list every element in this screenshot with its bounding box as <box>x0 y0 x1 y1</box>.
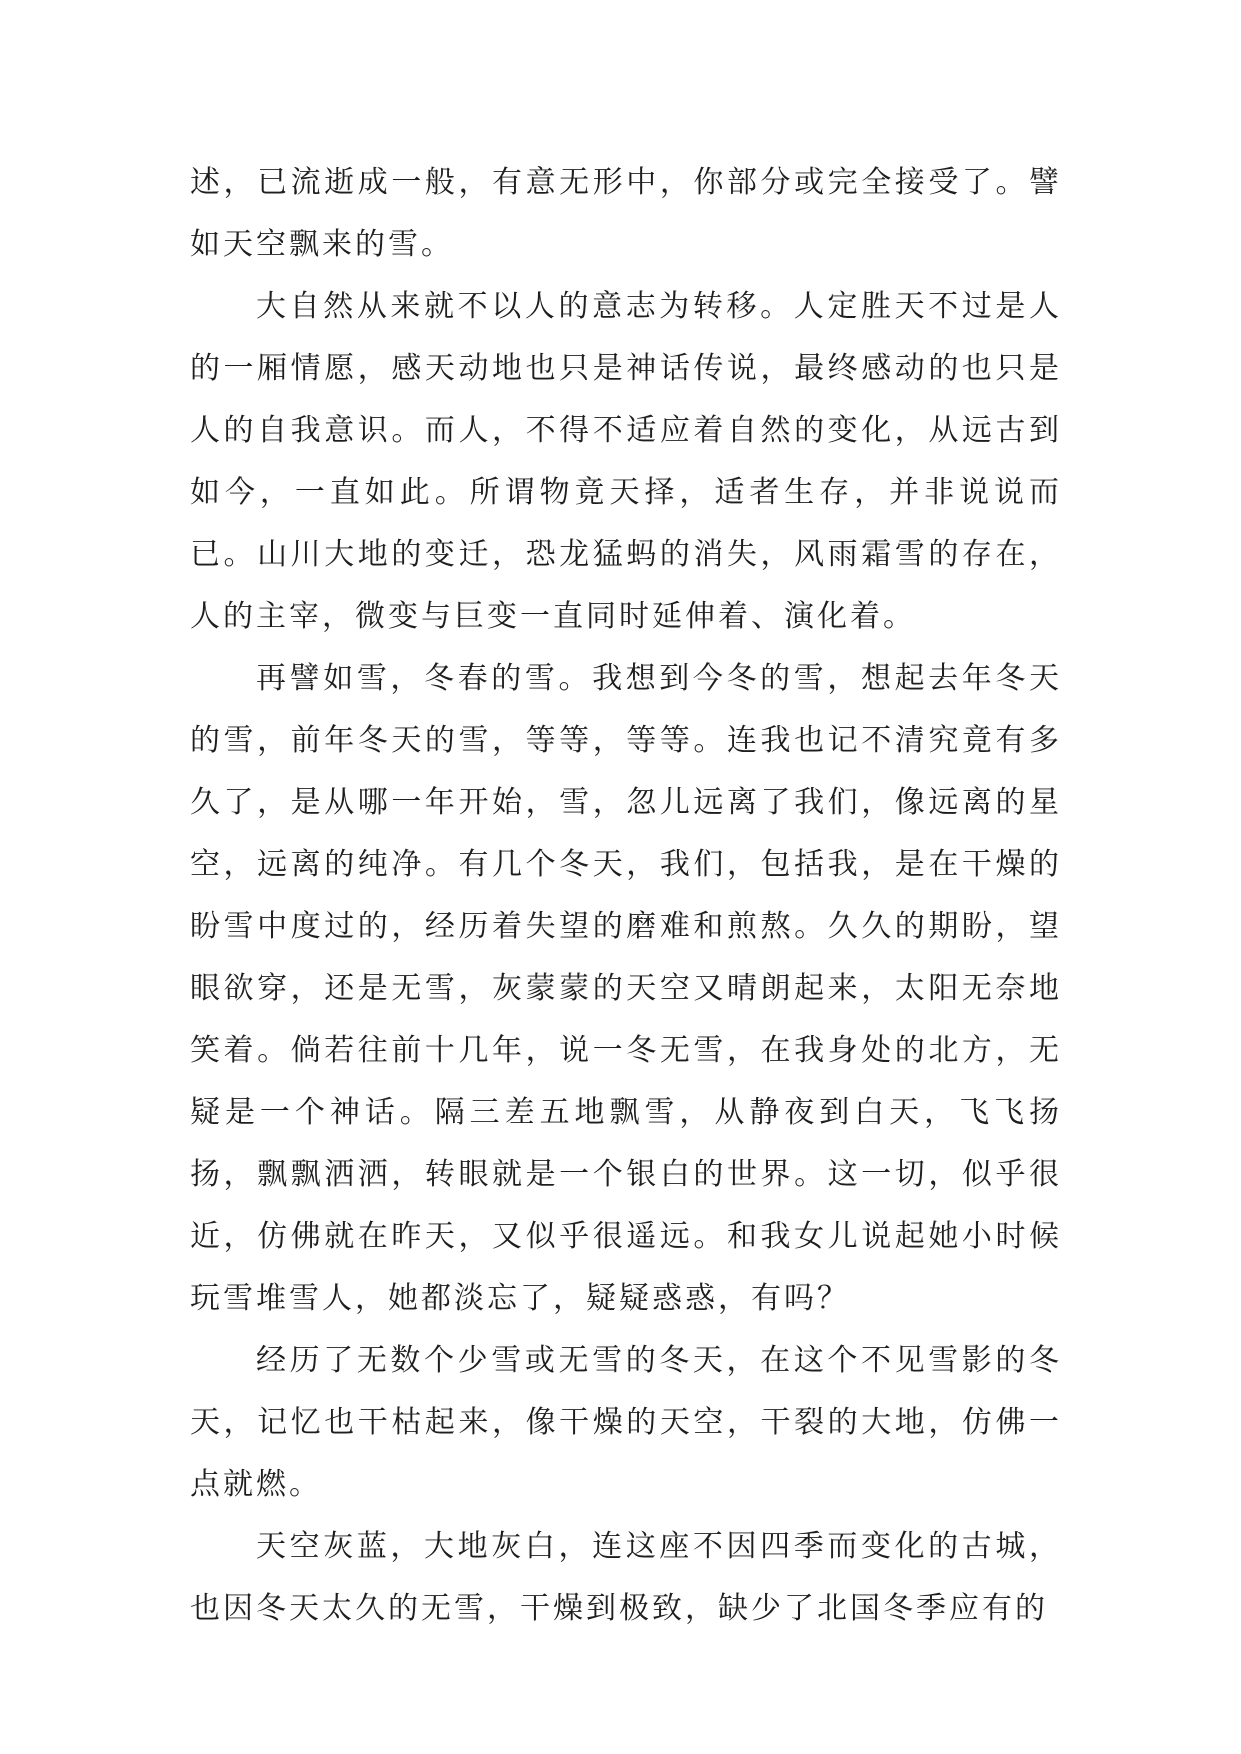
paragraph-5: 天空灰蓝，大地灰白，连这座不因四季而变化的古城，也因冬天太久的无雪，干燥到极致，缺少了北国冬季应有的 <box>190 1529 1062 1626</box>
body-text <box>190 152 1062 1640</box>
paragraph-1: 述，已流逝成一般，有意无形中，你部分或完全接受了。譬如天空飘来的雪。 <box>190 165 1062 262</box>
paragraph-2: 大自然从来就不以人的意志为转移。人定胜天不过是人的一厢情愿，感天动地也只是神话传说，最终感动的也只是人的自我意识。而人，不得不适应着自然的变化，从远古到如今，一直如此。所谓物竟天择，适者生存，并非说说而已。山川大地的变迁，恐龙猛蚂的消失，风雨霜雪的存在，人的主宰，微变与巨变一直同时延伸着、演化着。 <box>190 289 1062 634</box>
paragraph-3: 再譬如雪，冬春的雪。我想到今冬的雪，想起去年冬天的雪，前年冬天的雪，等等，等等。连我也记不清究竟有多久了，是从哪一年开始，雪，忽儿远离了我们，像远离的星空，远离的纯净。有几个冬天，我们，包括我，是在干燥的盼雪中度过的，经历着失望的磨难和煎熬。久久的期盼，望眼欲穿，还是无雪，灰蒙蒙的天空又晴朗起来，太阳无奈地笑着。倘若往前十几年，说一冬无雪，在我身处的北方，无疑是一个神话。隔三差五地飘雪，从静夜到白天，飞飞扬扬，飘飘洒洒，转眼就是一个银白的世界。这一切，似乎很近，仿佛就在昨天，又似乎很遥远。和我女儿说起她小时候玩雪堆雪人，她都淡忘了，疑疑惑惑，有吗？ <box>190 661 1062 1316</box>
paragraph-4: 经历了无数个少雪或无雪的冬天，在这个不见雪影的冬天，记忆也干枯起来，像干燥的天空，干裂的大地，仿佛一点就燃。 <box>190 1343 1062 1502</box>
